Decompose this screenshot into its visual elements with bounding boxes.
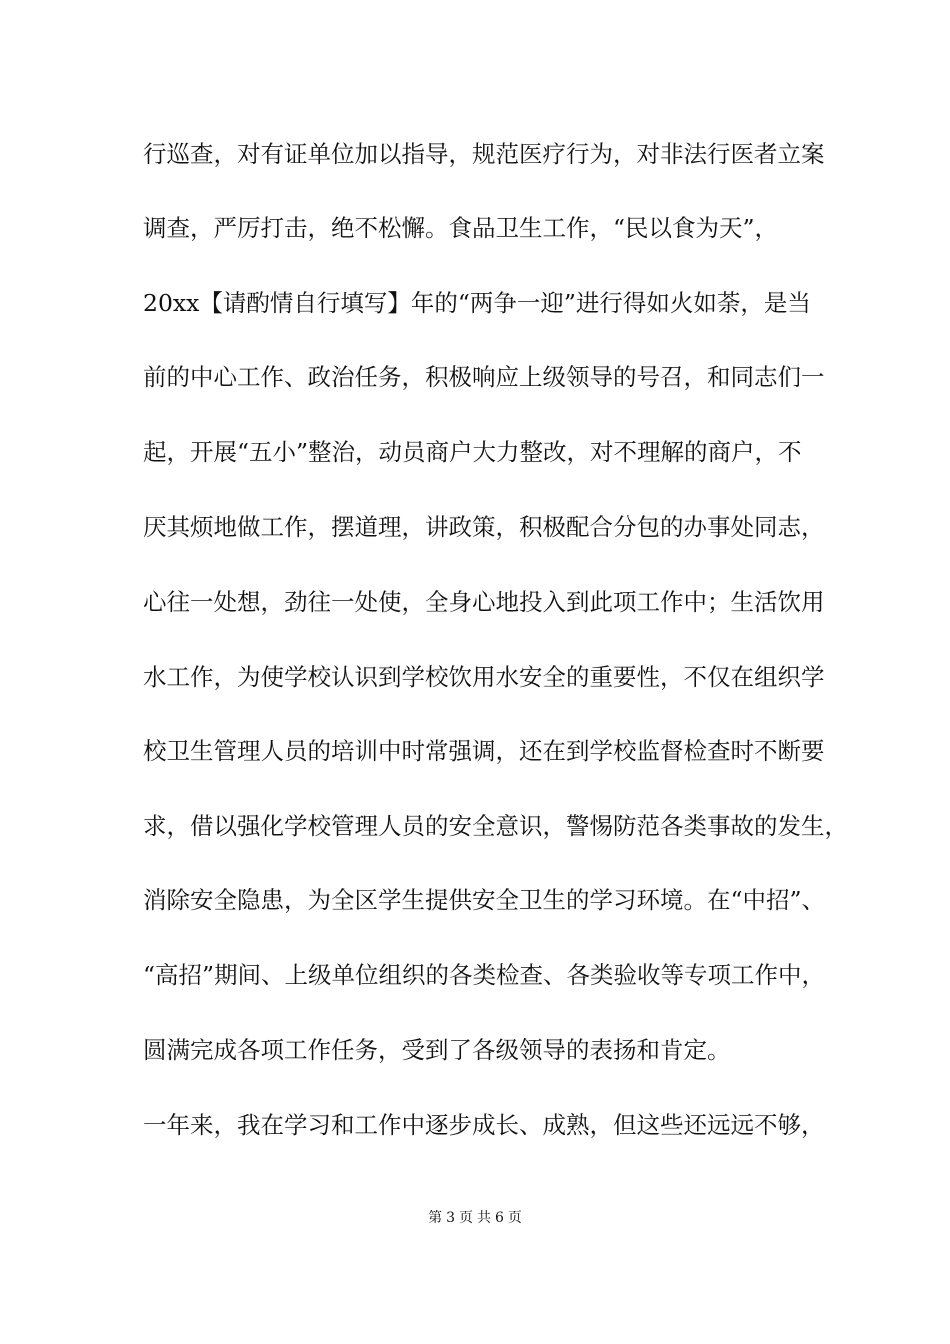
- text-line: 厌其烦地做工作，摆道理，讲政策，积极配合分包的办事处同志，: [143, 513, 825, 541]
- footer-prefix: 第: [428, 1210, 443, 1226]
- text-line: 求，借以强化学校管理人员的安全意识，警惕防范各类事故的发生，: [143, 812, 848, 840]
- footer-total-pages: 6: [495, 1210, 504, 1226]
- text-line: 20xx【请酌情自行填写】年的“两争一迎”进行得如火如荼，是当: [143, 289, 811, 317]
- footer-suffix: 页: [507, 1210, 522, 1226]
- text-line: “高招”期间、上级单位组织的各类检查、各类验收等专项工作中，: [143, 961, 826, 989]
- text-line: 消除安全隐患，为全区学生提供安全卫生的学习环境。在“中招”、: [143, 886, 826, 914]
- text-line: 前的中心工作、政治任务，积极响应上级领导的号召，和同志们一: [143, 363, 825, 391]
- text-line: 圆满完成各项工作任务，受到了各级领导的表扬和肯定。: [143, 1036, 731, 1064]
- text-line: 校卫生管理人员的培训中时常强调，还在到学校监督检查时不断要: [143, 737, 825, 765]
- page-footer: [0, 1208, 950, 1228]
- text-line: 调查，严厉打击，绝不松懈。食品卫生工作，“民以食为天”，: [143, 214, 779, 242]
- footer-current-page: 3: [446, 1210, 455, 1226]
- text-line: 水工作，为使学校认识到学校饮用水安全的重要性，不仅在组织学: [143, 663, 825, 691]
- text-line: 行巡查，对有证单位加以指导，规范医疗行为，对非法行医者立案: [143, 140, 825, 168]
- text-line: 心往一处想，劲往一处使，全身心地投入到此项工作中；生活饮用: [143, 588, 825, 616]
- text-line: 起，开展“五小”整治，动员商户大力整改，对不理解的商户，不: [143, 438, 802, 466]
- footer-total-word: 共: [477, 1210, 491, 1226]
- text-line: 一年来，我在学习和工作中逐步成长、成熟，但这些还远远不够，: [143, 1111, 825, 1139]
- footer-page-word: 页: [459, 1210, 473, 1226]
